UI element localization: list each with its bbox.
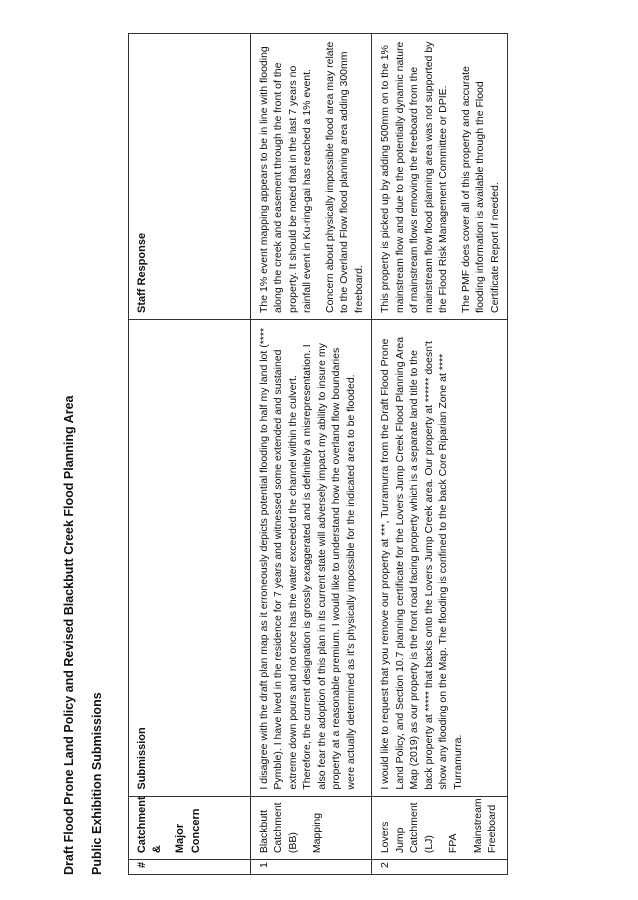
concern-line: FPA bbox=[447, 833, 460, 854]
catchment-line: Catchment bbox=[408, 802, 421, 854]
catchment-line: (LJ) bbox=[422, 835, 435, 854]
header-submission: Submission bbox=[129, 320, 251, 797]
concern-line: Mapping bbox=[311, 812, 324, 854]
catchment-line: Lovers Jump bbox=[379, 821, 406, 854]
response-paragraph: This property is picked up by adding 500mm on to the 1% mainstream flow and due to the potentially dynamic nature of mainstream flows removing the freeboard from the mainstream flow flood planning area was not supported by the Flood Risk Management Committee or DPIE. bbox=[379, 41, 450, 313]
catchment-line: (BB) bbox=[286, 832, 299, 854]
row-staff-response bbox=[372, 34, 508, 320]
header-catchment-line2: Major bbox=[174, 823, 187, 854]
header-catchment-line3: Concern bbox=[189, 808, 202, 854]
header-catchment-line1: Catchment & bbox=[136, 796, 164, 854]
row-staff-response bbox=[251, 34, 372, 320]
header-number: # bbox=[129, 860, 251, 875]
table-row bbox=[372, 34, 508, 875]
header-catchment bbox=[129, 796, 251, 860]
response-paragraph: The PMF does cover all of this property and accurate flooding information is available through the Flood Certificate Report if needed. bbox=[459, 66, 501, 313]
document-title: Draft Flood Prone Land Policy and Revised Blackbutt Creek Flood Planning Area bbox=[62, 395, 76, 875]
row-catchment bbox=[251, 796, 372, 860]
table-header-row bbox=[129, 34, 251, 875]
row-submission: I would like to request that you remove our property at ***, Turramurra from the Draft Flood Prone Land Policy, and Section 10.7 planning certificate for the Lovers Jump Creek Flood Planning Area Map (2019) as our property is the front road facing property which is a separate land title to the back property at ***** that backs onto the Lovers Jump Creek area. Our property at ****** doesn't show any flooding on the Map. The flooding is confined to the back Core Riparian Zone at **** Turramurra. bbox=[372, 320, 508, 797]
response-paragraph: Concern about physically impossible flood area may relate to the Overland Flow flood planning area adding 300mm freeboard. bbox=[323, 41, 365, 313]
row-submission: I disagree with the draft plan map as it erroneously depicts potential flooding to half my land lot (**** Pymble). I have lived in the residence for 7 years and witnessed some extended and sustained extreme down pours and not once has the water exceeded the channel within the culvert. Therefore, the current designation is grossly exaggerated and is definitely a misrepresentation. I also fear the adoption of this plan in its current state will adversely impact my ability to insure my property at a reasonable premium. I would like to understand how the overland flow boundaries were actually determined as it's physically impossible for the indicated area to be flooded. bbox=[251, 320, 372, 797]
concern-line: Mainstream bbox=[471, 798, 484, 854]
submissions-table bbox=[128, 33, 508, 875]
catchment-line: Catchment bbox=[272, 802, 285, 854]
concern-line: Freeboard bbox=[486, 804, 499, 854]
document-subtitle: Public Exhibition Submissions bbox=[90, 692, 104, 875]
response-paragraph: The 1% event mapping appears to be in line with flooding along the creek and easement through the front of the property. It should be noted that in the last 7 years no rainfall event in Ku-ring-gai has reached a 1% event. bbox=[258, 46, 314, 313]
row-catchment bbox=[372, 796, 508, 860]
row-number: 1 bbox=[251, 860, 372, 875]
header-staff-response: Staff Response bbox=[129, 34, 251, 320]
catchment-line: Blackbutt bbox=[258, 809, 270, 854]
table-row bbox=[251, 34, 372, 875]
row-number: 2 bbox=[372, 860, 508, 875]
